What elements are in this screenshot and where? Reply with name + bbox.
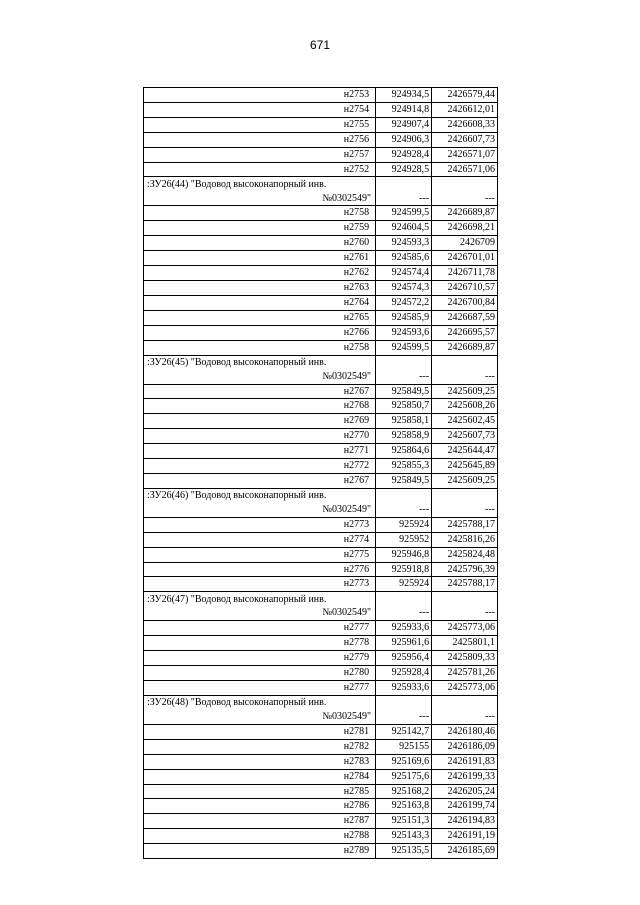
y-coordinate-cell: 2425824,48 (432, 547, 498, 562)
point-id-cell: н2778 (144, 636, 376, 651)
point-row (144, 399, 498, 414)
point-row (144, 814, 498, 829)
point-id-cell: н2783 (144, 754, 376, 769)
y-coordinate-cell: 2426689,87 (432, 340, 498, 355)
section-title-cell (144, 695, 376, 724)
point-row (144, 429, 498, 444)
section-title-line2: №0302549" (322, 192, 372, 204)
point-id-cell: н2764 (144, 295, 376, 310)
x-coordinate-cell: 924585,6 (376, 251, 432, 266)
point-row (144, 444, 498, 459)
x-coordinate-cell: --- (376, 488, 432, 517)
point-id-cell: н2784 (144, 769, 376, 784)
point-id-cell: н2777 (144, 681, 376, 696)
y-coordinate-cell: 2426199,33 (432, 769, 498, 784)
point-id-cell: н2782 (144, 739, 376, 754)
x-coordinate-cell: 924604,5 (376, 221, 432, 236)
point-id-cell: н2774 (144, 532, 376, 547)
y-coordinate-cell: 2425788,17 (432, 577, 498, 592)
y-coordinate-cell: 2425773,06 (432, 621, 498, 636)
section-header-row (144, 355, 498, 384)
point-row (144, 162, 498, 177)
point-row (144, 473, 498, 488)
y-coordinate-cell: 2425645,89 (432, 459, 498, 474)
y-coordinate-cell: 2425608,26 (432, 399, 498, 414)
point-id-cell: н2786 (144, 799, 376, 814)
point-id-cell: н2777 (144, 621, 376, 636)
point-id-cell: н2758 (144, 206, 376, 221)
point-row (144, 562, 498, 577)
x-coordinate-cell: 924593,3 (376, 236, 432, 251)
point-row (144, 681, 498, 696)
point-row (144, 414, 498, 429)
y-coordinate-cell: 2426185,69 (432, 844, 498, 859)
point-row (144, 117, 498, 132)
y-coordinate-cell: 2425773,06 (432, 681, 498, 696)
x-coordinate-cell: 924585,9 (376, 310, 432, 325)
section-title-line1: :ЗУ26(44) "Водовод высоконапорный инв. (147, 178, 327, 190)
point-id-cell: н2771 (144, 444, 376, 459)
point-row (144, 739, 498, 754)
page-number: 671 (309, 38, 331, 52)
x-coordinate-cell: 925956,4 (376, 651, 432, 666)
point-row (144, 651, 498, 666)
x-coordinate-cell: 925855,3 (376, 459, 432, 474)
point-id-cell: н2776 (144, 562, 376, 577)
point-row (144, 829, 498, 844)
y-coordinate-cell: 2426579,44 (432, 88, 498, 103)
y-coordinate-cell: 2426695,57 (432, 325, 498, 340)
x-coordinate-cell: 925168,2 (376, 784, 432, 799)
y-coordinate-cell: 2426180,46 (432, 724, 498, 739)
section-title-cell (144, 355, 376, 384)
y-coordinate-cell: 2425788,17 (432, 517, 498, 532)
point-row (144, 88, 498, 103)
point-id-cell: н2769 (144, 414, 376, 429)
point-row (144, 102, 498, 117)
y-coordinate-cell: 2426608,33 (432, 117, 498, 132)
point-id-cell: н2780 (144, 666, 376, 681)
x-coordinate-cell: 925918,8 (376, 562, 432, 577)
point-row (144, 636, 498, 651)
point-row (144, 724, 498, 739)
point-row (144, 384, 498, 399)
y-coordinate-cell: 2425602,45 (432, 414, 498, 429)
point-row (144, 236, 498, 251)
x-coordinate-cell: 925928,4 (376, 666, 432, 681)
y-coordinate-cell: 2425609,25 (432, 473, 498, 488)
point-id-cell: н2759 (144, 221, 376, 236)
section-title-line2: №0302549" (322, 370, 372, 382)
x-coordinate-cell: 924906,3 (376, 132, 432, 147)
x-coordinate-cell: 924934,5 (376, 88, 432, 103)
point-id-cell: н2753 (144, 88, 376, 103)
section-header-row (144, 177, 498, 206)
point-id-cell: н2788 (144, 829, 376, 844)
point-id-cell: н2770 (144, 429, 376, 444)
x-coordinate-cell: 925849,5 (376, 473, 432, 488)
x-coordinate-cell: 924572,2 (376, 295, 432, 310)
y-coordinate-cell: 2426191,19 (432, 829, 498, 844)
point-id-cell: н2773 (144, 577, 376, 592)
point-id-cell: н2789 (144, 844, 376, 859)
y-coordinate-cell: 2426199,74 (432, 799, 498, 814)
point-row (144, 769, 498, 784)
y-coordinate-cell: 2426205,24 (432, 784, 498, 799)
point-row (144, 459, 498, 474)
y-coordinate-cell: 2425607,73 (432, 429, 498, 444)
x-coordinate-cell: 925858,1 (376, 414, 432, 429)
x-coordinate-cell: 924574,3 (376, 280, 432, 295)
point-id-cell: н2763 (144, 280, 376, 295)
y-coordinate-cell: 2426191,83 (432, 754, 498, 769)
y-coordinate-cell: 2425644,47 (432, 444, 498, 459)
point-row (144, 266, 498, 281)
x-coordinate-cell: 925135,5 (376, 844, 432, 859)
x-coordinate-cell: 924593,6 (376, 325, 432, 340)
x-coordinate-cell: 925864,6 (376, 444, 432, 459)
x-coordinate-cell: 925933,6 (376, 621, 432, 636)
point-id-cell: н2779 (144, 651, 376, 666)
x-coordinate-cell: 925163,8 (376, 799, 432, 814)
point-row (144, 666, 498, 681)
x-coordinate-cell: 924928,4 (376, 147, 432, 162)
y-coordinate-cell: --- (432, 177, 498, 206)
y-coordinate-cell: 2426194,83 (432, 814, 498, 829)
y-coordinate-cell: 2426571,06 (432, 162, 498, 177)
x-coordinate-cell: --- (376, 177, 432, 206)
y-coordinate-cell: 2426700,84 (432, 295, 498, 310)
point-id-cell: н2755 (144, 117, 376, 132)
x-coordinate-cell: 925952 (376, 532, 432, 547)
point-row (144, 547, 498, 562)
coordinates-table (143, 87, 498, 859)
point-row (144, 621, 498, 636)
x-coordinate-cell: 925946,8 (376, 547, 432, 562)
y-coordinate-cell: 2425796,39 (432, 562, 498, 577)
section-header-row (144, 592, 498, 621)
x-coordinate-cell: 924928,5 (376, 162, 432, 177)
y-coordinate-cell: 2426186,09 (432, 739, 498, 754)
point-row (144, 251, 498, 266)
y-coordinate-cell: --- (432, 592, 498, 621)
x-coordinate-cell: --- (376, 592, 432, 621)
y-coordinate-cell: 2426710,57 (432, 280, 498, 295)
section-title-line2: №0302549" (322, 711, 372, 722)
x-coordinate-cell: 925924 (376, 517, 432, 532)
x-coordinate-cell: 925961,6 (376, 636, 432, 651)
point-row (144, 325, 498, 340)
point-id-cell: н2766 (144, 325, 376, 340)
section-title-cell (144, 177, 376, 206)
y-coordinate-cell: 2425781,26 (432, 666, 498, 681)
y-coordinate-cell: 2425809,33 (432, 651, 498, 666)
x-coordinate-cell: 924599,5 (376, 206, 432, 221)
point-id-cell: н2760 (144, 236, 376, 251)
point-row (144, 517, 498, 532)
section-header-row (144, 488, 498, 517)
point-id-cell: н2781 (144, 724, 376, 739)
x-coordinate-cell: 924574,4 (376, 266, 432, 281)
x-coordinate-cell: 924914,8 (376, 102, 432, 117)
section-title-cell (144, 592, 376, 621)
x-coordinate-cell: 925858,9 (376, 429, 432, 444)
x-coordinate-cell: 925849,5 (376, 384, 432, 399)
point-id-cell: н2765 (144, 310, 376, 325)
point-row (144, 340, 498, 355)
point-row (144, 147, 498, 162)
section-title-line1: :ЗУ26(46) "Водовод высоконапорный инв. (147, 490, 327, 502)
x-coordinate-cell: --- (376, 695, 432, 724)
x-coordinate-cell: 924907,4 (376, 117, 432, 132)
section-title-line2: №0302549" (322, 503, 372, 515)
y-coordinate-cell: 2426607,73 (432, 132, 498, 147)
point-row (144, 310, 498, 325)
point-id-cell: н2754 (144, 102, 376, 117)
point-id-cell: н2787 (144, 814, 376, 829)
x-coordinate-cell: 925924 (376, 577, 432, 592)
point-row (144, 221, 498, 236)
point-id-cell: н2752 (144, 162, 376, 177)
y-coordinate-cell: 2426687,59 (432, 310, 498, 325)
coordinates-table-body (144, 88, 498, 859)
x-coordinate-cell: 924599,5 (376, 340, 432, 355)
x-coordinate-cell: 925142,7 (376, 724, 432, 739)
point-id-cell: н2767 (144, 384, 376, 399)
section-title-line1: :ЗУ26(47) "Водовод высоконапорный инв. (147, 593, 327, 605)
x-coordinate-cell: 925155 (376, 739, 432, 754)
x-coordinate-cell: 925175,6 (376, 769, 432, 784)
section-title-line1: :ЗУ26(45) "Водовод высоконапорный инв. (147, 356, 327, 368)
point-id-cell: н2761 (144, 251, 376, 266)
point-id-cell: н2757 (144, 147, 376, 162)
point-id-cell: н2758 (144, 340, 376, 355)
y-coordinate-cell: 2426709 (432, 236, 498, 251)
x-coordinate-cell: 925143,3 (376, 829, 432, 844)
y-coordinate-cell: --- (432, 488, 498, 517)
point-id-cell: н2767 (144, 473, 376, 488)
point-row (144, 532, 498, 547)
y-coordinate-cell: 2426571,07 (432, 147, 498, 162)
point-row (144, 206, 498, 221)
y-coordinate-cell: 2426701,01 (432, 251, 498, 266)
y-coordinate-cell: 2425609,25 (432, 384, 498, 399)
point-id-cell: н2773 (144, 517, 376, 532)
x-coordinate-cell: 925151,3 (376, 814, 432, 829)
section-header-row (144, 695, 498, 724)
y-coordinate-cell: 2426698,21 (432, 221, 498, 236)
section-title-line2: №0302549" (322, 607, 372, 619)
point-id-cell: н2772 (144, 459, 376, 474)
point-id-cell: н2775 (144, 547, 376, 562)
y-coordinate-cell: 2426711,78 (432, 266, 498, 281)
point-id-cell: н2762 (144, 266, 376, 281)
section-title-cell (144, 488, 376, 517)
x-coordinate-cell: 925933,6 (376, 681, 432, 696)
y-coordinate-cell: 2425816,26 (432, 532, 498, 547)
x-coordinate-cell: 925850,7 (376, 399, 432, 414)
point-row (144, 754, 498, 769)
point-row (144, 844, 498, 859)
point-row (144, 784, 498, 799)
point-row (144, 799, 498, 814)
point-id-cell: н2785 (144, 784, 376, 799)
y-coordinate-cell: 2426689,87 (432, 206, 498, 221)
section-title-line1: :ЗУ26(48) "Водовод высоконапорный инв. (147, 697, 327, 709)
y-coordinate-cell: --- (432, 695, 498, 724)
y-coordinate-cell: 2425801,1 (432, 636, 498, 651)
point-id-cell: н2756 (144, 132, 376, 147)
y-coordinate-cell: --- (432, 355, 498, 384)
point-row (144, 295, 498, 310)
y-coordinate-cell: 2426612,01 (432, 102, 498, 117)
x-coordinate-cell: 925169,6 (376, 754, 432, 769)
point-row (144, 132, 498, 147)
point-row (144, 280, 498, 295)
point-row (144, 577, 498, 592)
x-coordinate-cell: --- (376, 355, 432, 384)
point-id-cell: н2768 (144, 399, 376, 414)
